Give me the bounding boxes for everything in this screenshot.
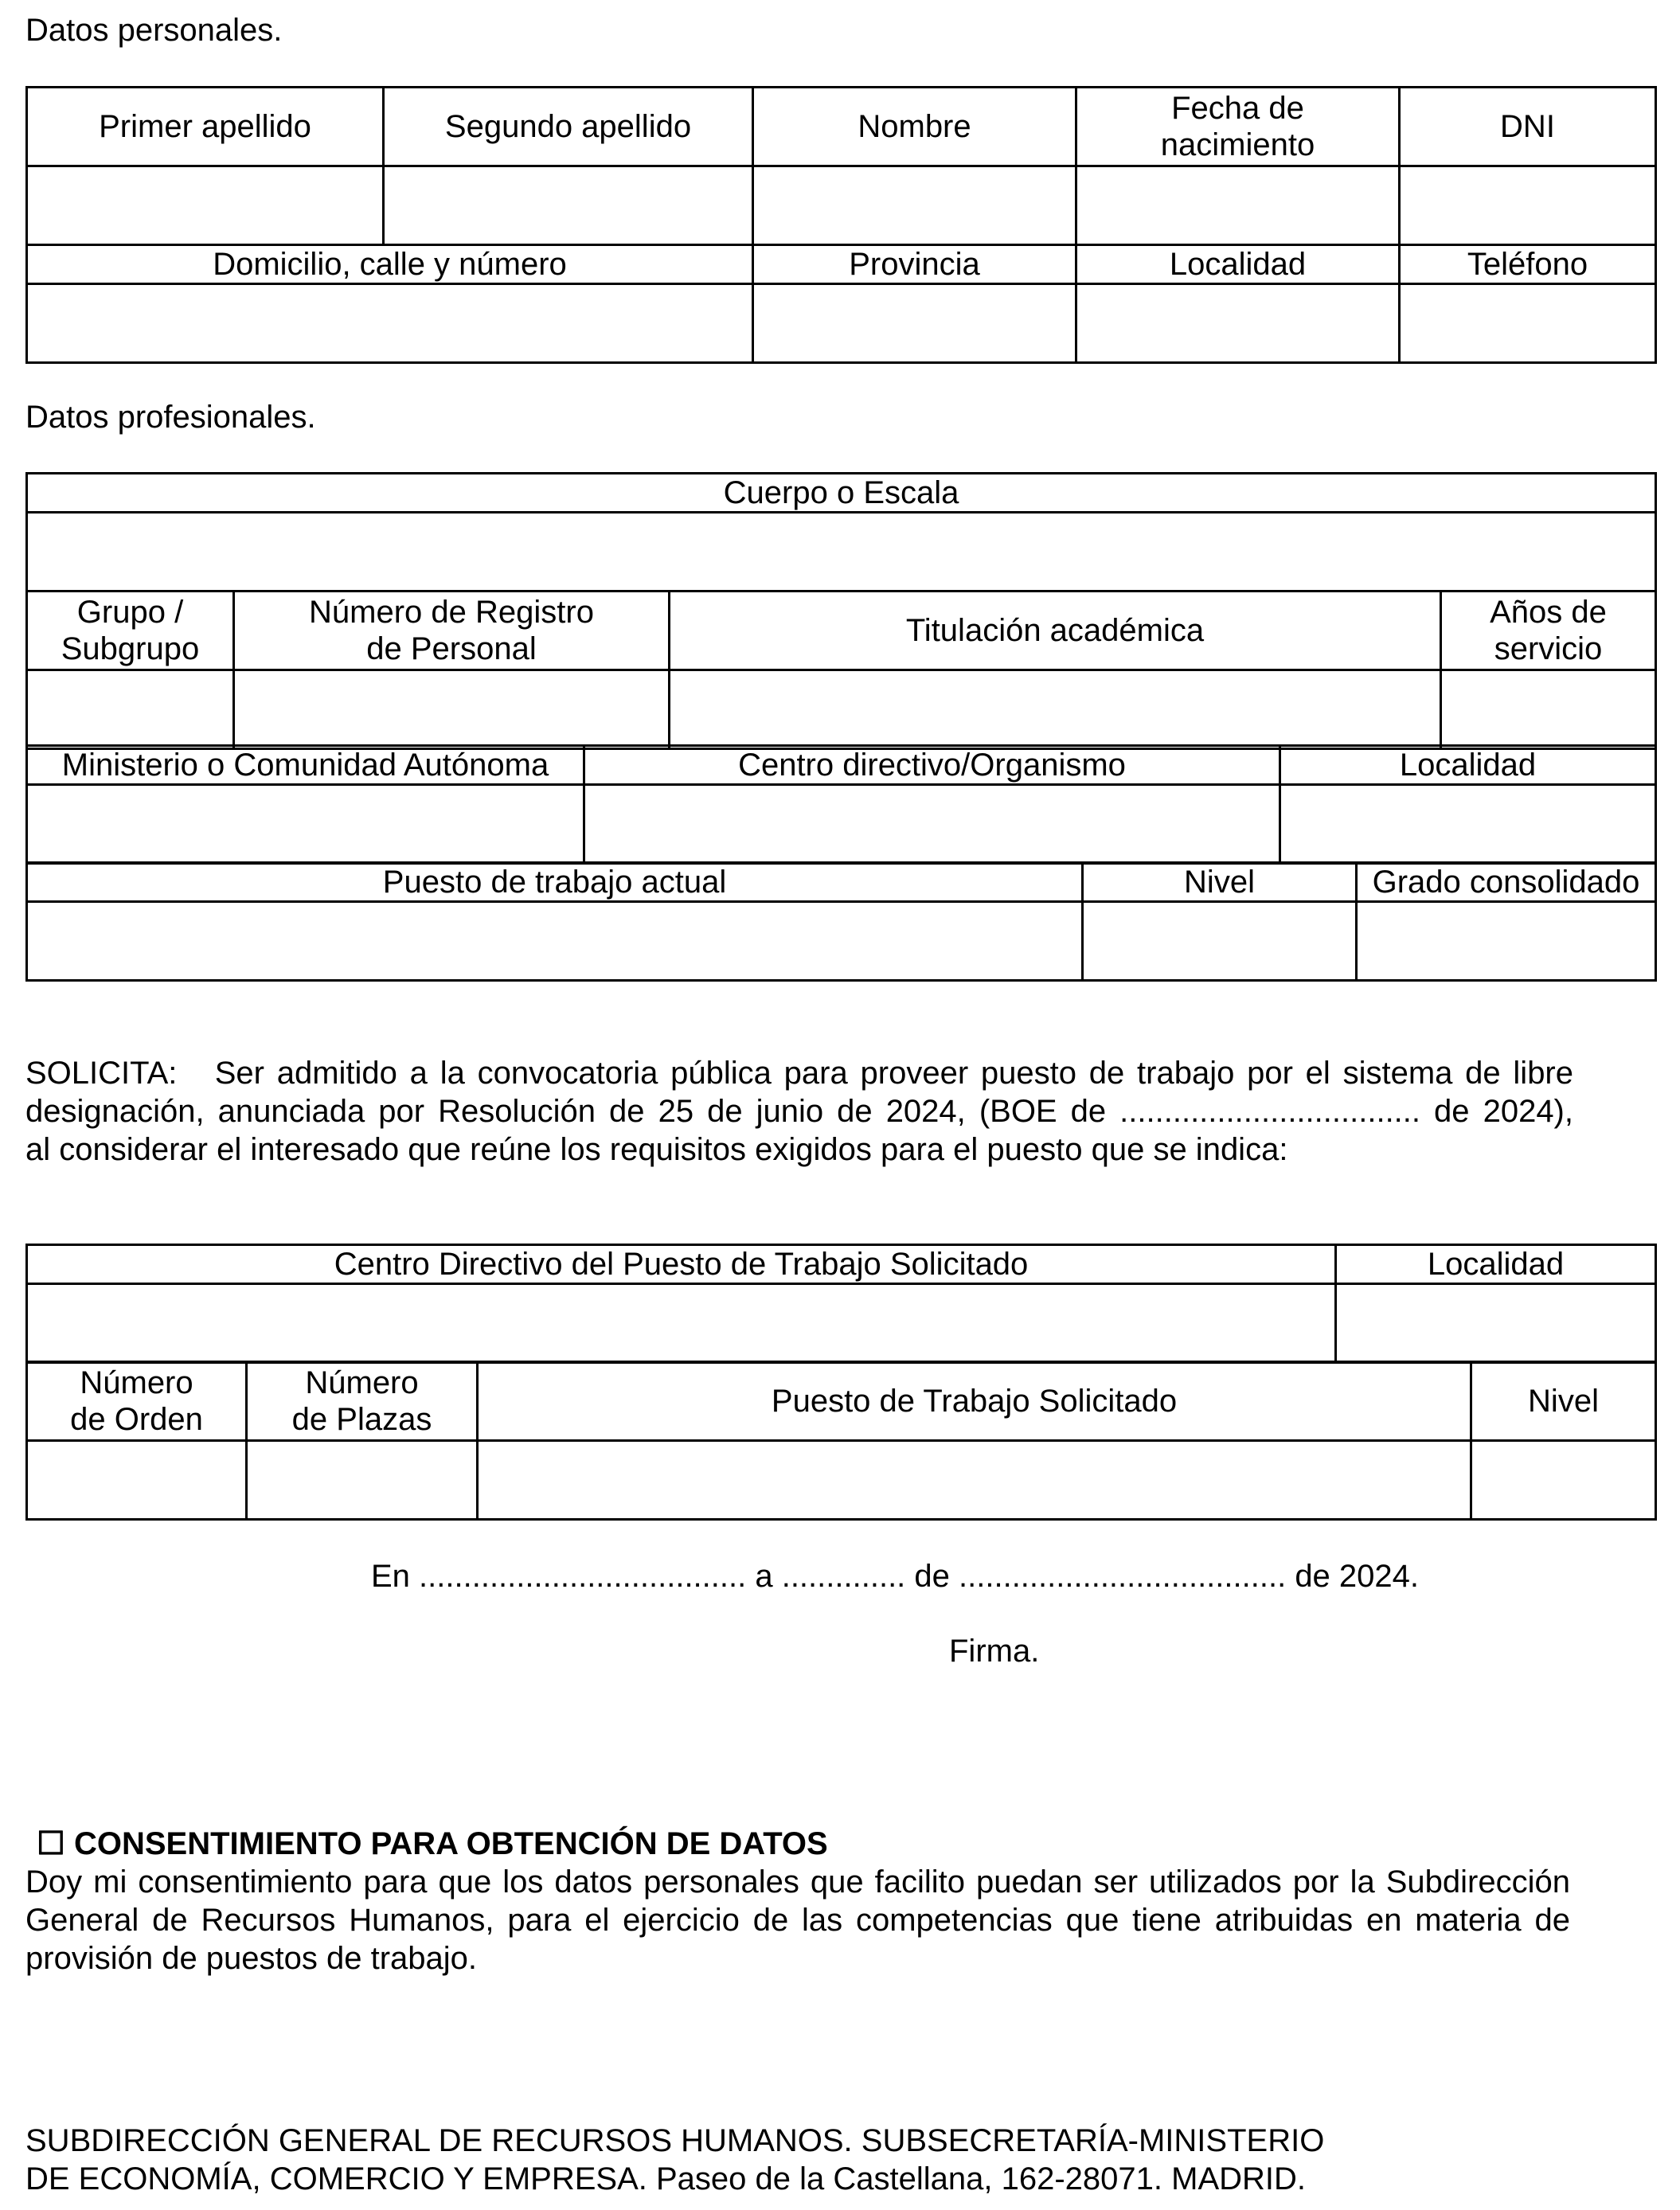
header-nombre: Nombre — [753, 88, 1076, 166]
footer-address — [25, 2122, 1324, 2198]
header-localidad: Localidad — [1076, 245, 1400, 284]
header-grupo-subgrupo — [27, 592, 234, 670]
header-plazas-line2: de Plazas — [291, 1402, 432, 1437]
field-primer-apellido[interactable] — [27, 166, 384, 245]
field-titulacion[interactable] — [670, 670, 1441, 749]
header-plazas-line1: Número — [305, 1365, 419, 1400]
professional-data-table — [25, 472, 1657, 750]
field-domicilio[interactable] — [27, 284, 753, 363]
date-line: En ..................................... a .............. de ..................................... de 2024. — [371, 1559, 1420, 1594]
header-fecha-nacimiento — [1076, 88, 1400, 166]
field-telefono[interactable] — [1400, 284, 1656, 363]
header-titulacion: Titulación académica — [670, 592, 1441, 670]
field-nombre[interactable] — [753, 166, 1076, 245]
field-cuerpo-escala[interactable] — [27, 513, 1656, 592]
field-nivel-solicitado[interactable] — [1471, 1441, 1656, 1520]
header-centro-directivo: Centro directivo/Organismo — [584, 746, 1280, 785]
professional-data-table-3 — [25, 861, 1657, 982]
field-localidad-prof[interactable] — [1280, 785, 1656, 864]
field-puesto-solicitado[interactable] — [478, 1441, 1471, 1520]
header-segundo-apellido: Segundo apellido — [384, 88, 753, 166]
field-localidad[interactable] — [1076, 284, 1400, 363]
consent-checkbox-icon[interactable]: ☐ — [37, 1826, 65, 1861]
requested-position-table — [25, 1244, 1657, 1364]
header-grupo-line1: Grupo / — [76, 595, 184, 630]
header-nivel-actual: Nivel — [1083, 863, 1357, 902]
header-grado-consolidado: Grado consolidado — [1357, 863, 1656, 902]
field-numero-registro[interactable] — [234, 670, 670, 749]
header-puesto-actual: Puesto de trabajo actual — [27, 863, 1083, 902]
personal-data-table — [25, 86, 1657, 364]
header-centro-solicitado: Centro Directivo del Puesto de Trabajo Solicitado — [27, 1245, 1336, 1284]
professional-section-title: Datos profesionales. — [25, 400, 316, 435]
header-numero-orden — [27, 1362, 247, 1441]
consent-heading — [37, 1825, 828, 1863]
consent-line-2: General de Recursos Humanos, para el ejercicio de las competencias que tiene atribuidas en materia de — [25, 1903, 1570, 1938]
consent-title: CONSENTIMIENTO PARA OBTENCIÓN DE DATOS — [73, 1826, 828, 1861]
requested-position-table-2 — [25, 1361, 1657, 1521]
header-domicilio: Domicilio, calle y número — [27, 245, 753, 284]
header-orden-line2: de Orden — [70, 1402, 203, 1437]
header-cuerpo-escala: Cuerpo o Escala — [27, 474, 1656, 513]
header-puesto-solicitado: Puesto de Trabajo Solicitado — [478, 1362, 1471, 1441]
field-anos-servicio[interactable] — [1441, 670, 1656, 749]
header-nrp-line2: de Personal — [366, 631, 537, 666]
header-ministerio: Ministerio o Comunidad Autónoma — [27, 746, 584, 785]
field-provincia[interactable] — [753, 284, 1076, 363]
field-numero-plazas[interactable] — [247, 1441, 478, 1520]
field-puesto-actual[interactable] — [27, 902, 1083, 981]
solicita-line-2: designación, anunciada por Resolución de 25 de junio de 2024, (BOE de .................................. de 2024), — [25, 1094, 1573, 1129]
solicita-paragraph — [25, 1054, 1573, 1169]
header-anos-servicio: Años de servicio — [1441, 592, 1656, 670]
signature-label: Firma. — [949, 1634, 1040, 1669]
field-centro-directivo[interactable] — [584, 785, 1280, 864]
header-dni: DNI — [1400, 88, 1656, 166]
header-orden-line1: Número — [80, 1365, 193, 1400]
solicita-line-3: al considerar el interesado que reúne los requisitos exigidos para el puesto que se indica: — [25, 1132, 1288, 1167]
field-dni[interactable] — [1400, 166, 1656, 245]
header-nrp-line1: Número de Registro — [309, 595, 594, 630]
field-ministerio[interactable] — [27, 785, 584, 864]
header-numero-registro — [234, 592, 670, 670]
header-nivel-solicitado: Nivel — [1471, 1362, 1656, 1441]
field-nivel-actual[interactable] — [1083, 902, 1357, 981]
personal-section-title: Datos personales. — [25, 13, 283, 48]
field-fecha-nacimiento[interactable] — [1076, 166, 1400, 245]
consent-line-1: Doy mi consentimiento para que los datos personales que facilito puedan ser utilizados por la Subdirección — [25, 1864, 1570, 1900]
consent-paragraph — [25, 1863, 1570, 1978]
header-numero-plazas — [247, 1362, 478, 1441]
field-grado-consolidado[interactable] — [1357, 902, 1656, 981]
footer-line-1: SUBDIRECCIÓN GENERAL DE RECURSOS HUMANOS. SUBSECRETARÍA-MINISTERIO — [25, 2123, 1325, 2158]
field-segundo-apellido[interactable] — [384, 166, 753, 245]
header-localidad-prof: Localidad — [1280, 746, 1656, 785]
solicita-line-1: SOLICITA: Ser admitido a la convocatoria pública para proveer puesto de trabajo por el sistema de libre — [25, 1056, 1573, 1091]
professional-data-table-2 — [25, 744, 1657, 865]
footer-line-2: DE ECONOMÍA, COMERCIO Y EMPRESA. Paseo de la Castellana, 162-28071. MADRID. — [25, 2161, 1307, 2196]
header-localidad-solicitado: Localidad — [1336, 1245, 1656, 1284]
field-centro-solicitado[interactable] — [27, 1284, 1336, 1363]
header-provincia: Provincia — [753, 245, 1076, 284]
header-primer-apellido: Primer apellido — [27, 88, 384, 166]
header-grupo-line2: Subgrupo — [61, 631, 200, 666]
field-localidad-solicitado[interactable] — [1336, 1284, 1656, 1363]
field-grupo-subgrupo[interactable] — [27, 670, 234, 749]
header-telefono: Teléfono — [1400, 245, 1656, 284]
header-fecha-line2: nacimiento — [1160, 127, 1315, 162]
header-fecha-line1: Fecha de — [1171, 91, 1304, 126]
consent-line-3: provisión de puestos de trabajo. — [25, 1941, 478, 1976]
field-numero-orden[interactable] — [27, 1441, 247, 1520]
